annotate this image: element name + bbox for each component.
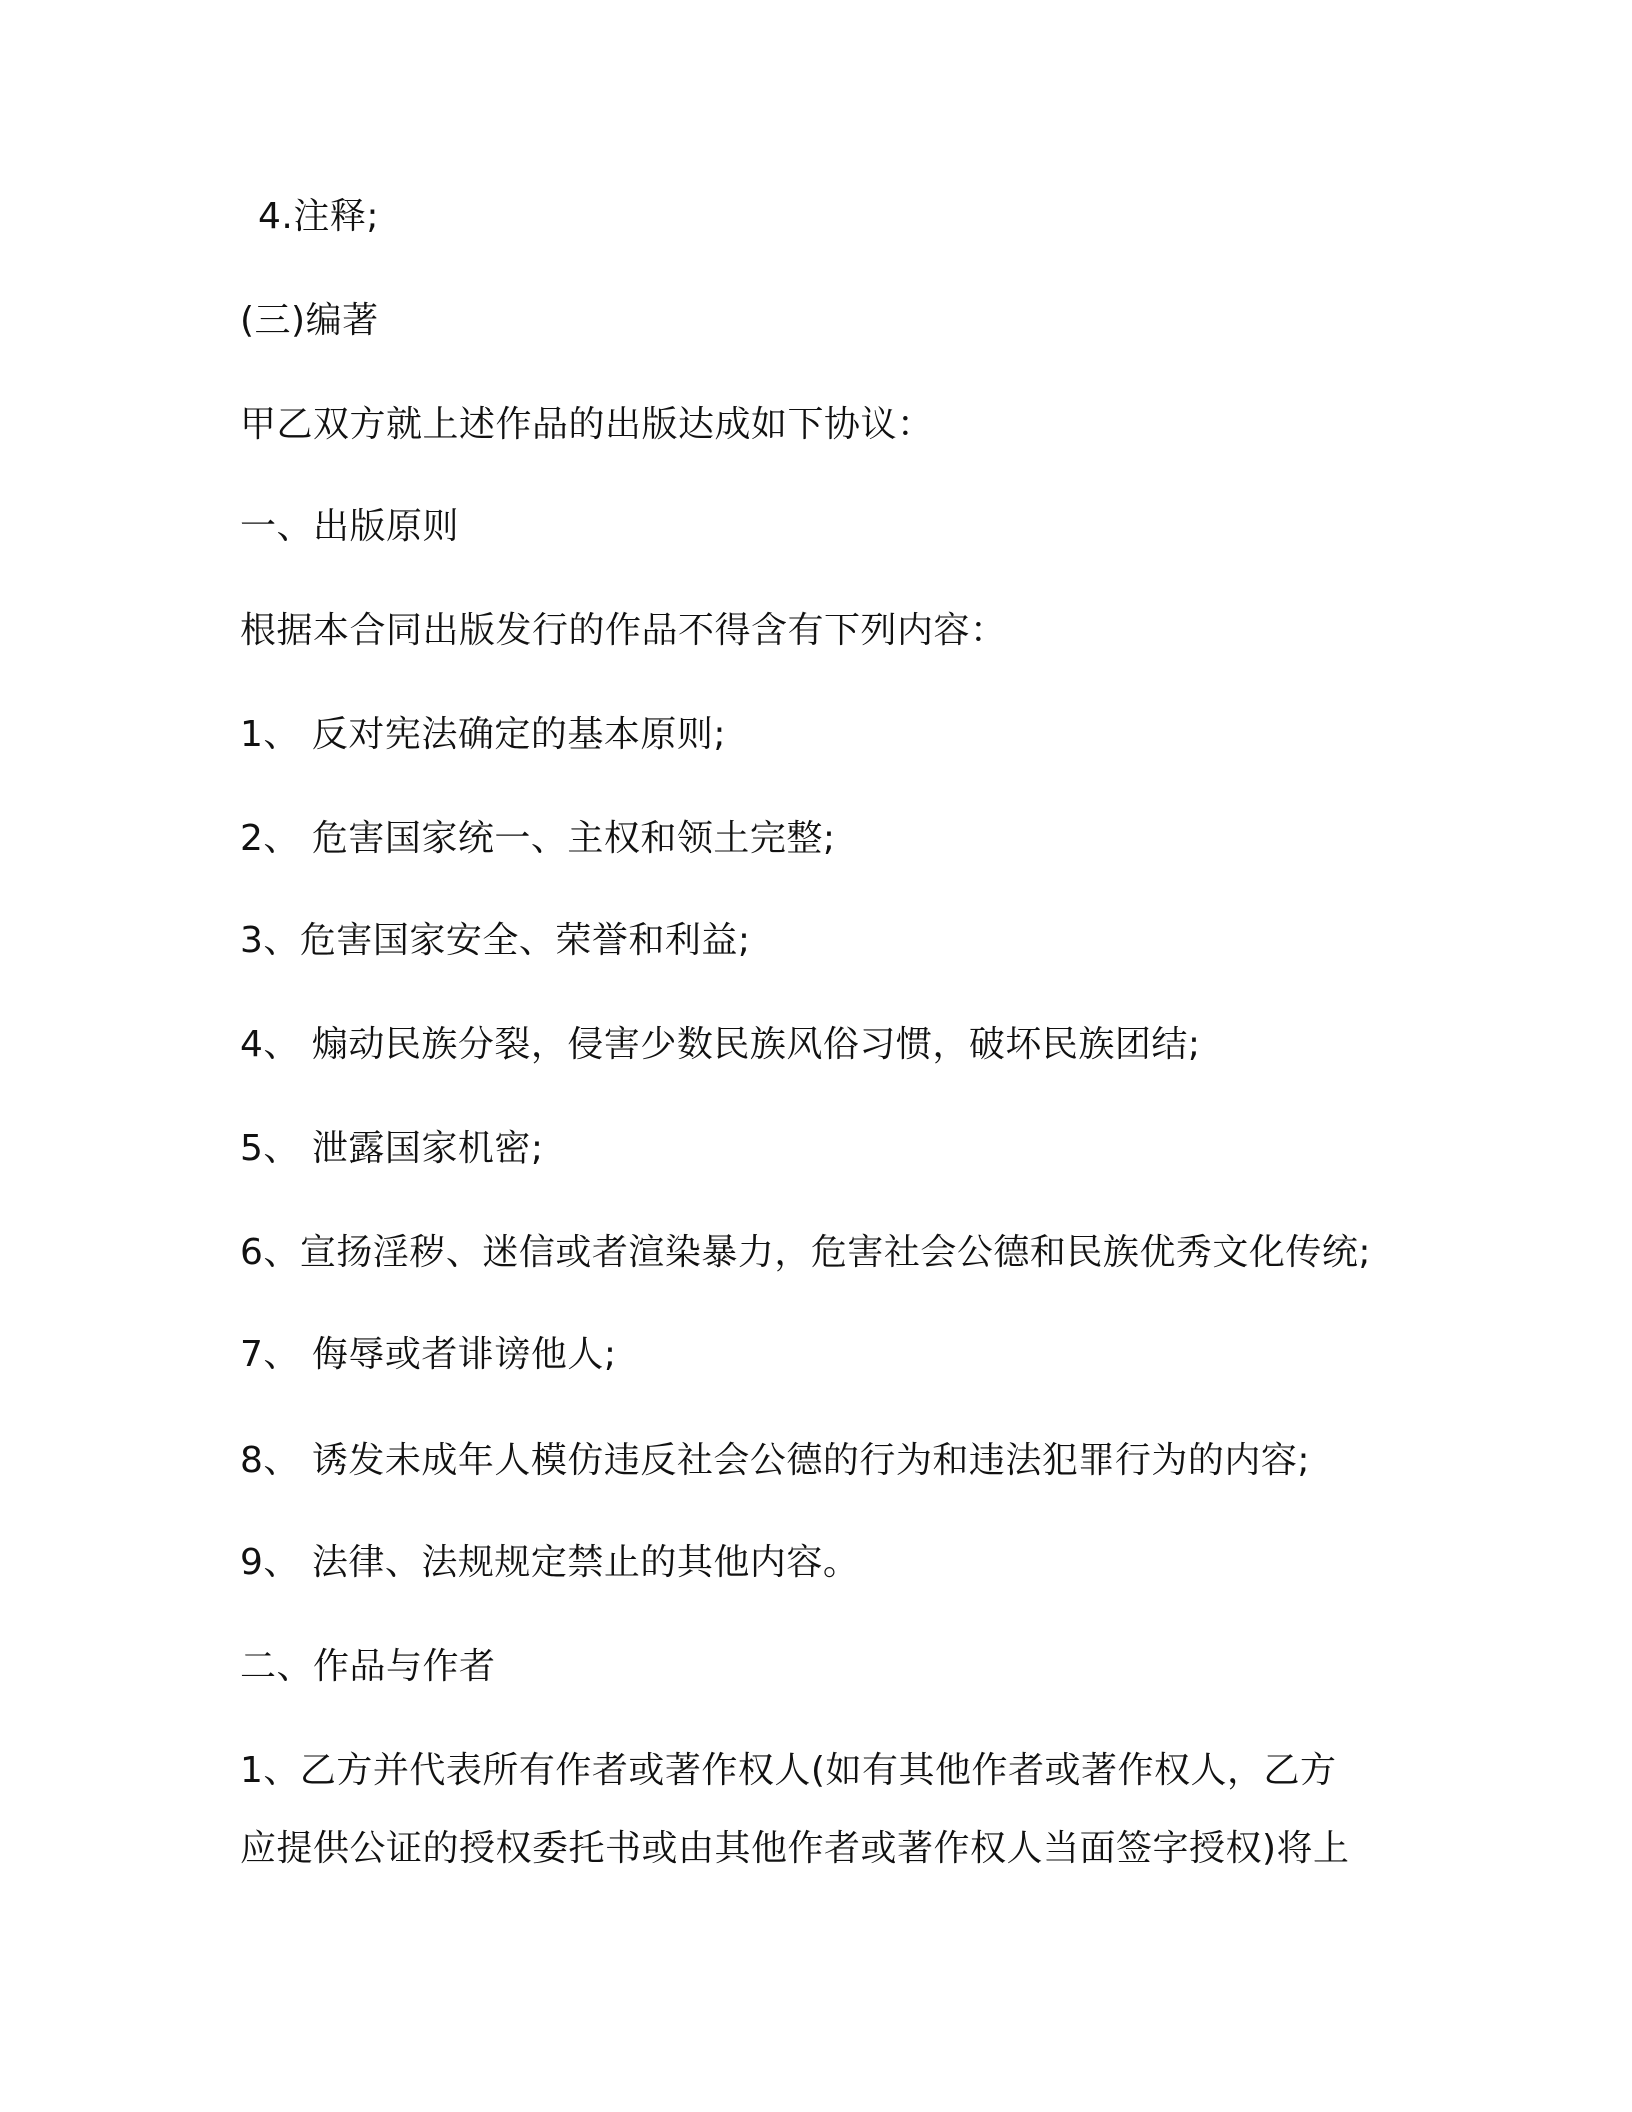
restriction-item-8: 8、 诱发未成年人模仿违反社会公德的行为和违法犯罪行为的内容; xyxy=(240,1440,1310,1481)
section-compilation: (三)编著 xyxy=(240,300,379,341)
restriction-item-5: 5、 泄露国家机密; xyxy=(240,1128,544,1169)
author-clause-line-2: 应提供公证的授权委托书或由其他作者或著作权人当面签字授权)将上 xyxy=(240,1828,1350,1869)
restriction-item-4: 4、 煽动民族分裂，侵害少数民族风俗习惯，破坏民族团结; xyxy=(240,1024,1201,1065)
restriction-intro: 根据本合同出版发行的作品不得含有下列内容： xyxy=(240,610,1007,651)
item-annotation: 4.注释; xyxy=(258,196,379,237)
heading-work-and-author: 二、作品与作者 xyxy=(240,1646,496,1687)
heading-publishing-principles: 一、出版原则 xyxy=(240,506,460,547)
restriction-item-1: 1、 反对宪法确定的基本原则; xyxy=(240,714,726,755)
author-clause-line-1: 1、乙方并代表所有作者或著作权人(如有其他作者或著作权人，乙方 xyxy=(240,1750,1337,1791)
restriction-item-7: 7、 侮辱或者诽谤他人; xyxy=(240,1334,617,1375)
restriction-item-6: 6、宣扬淫秽、迷信或者渲染暴力，危害社会公德和民族优秀文化传统; xyxy=(240,1232,1372,1273)
restriction-item-2: 2、 危害国家统一、主权和领土完整; xyxy=(240,818,836,859)
restriction-item-3: 3、危害国家安全、荣誉和利益; xyxy=(240,920,751,961)
agreement-intro: 甲乙双方就上述作品的出版达成如下协议： xyxy=(240,404,934,445)
restriction-item-9: 9、 法律、法规规定禁止的其他内容。 xyxy=(240,1542,860,1583)
